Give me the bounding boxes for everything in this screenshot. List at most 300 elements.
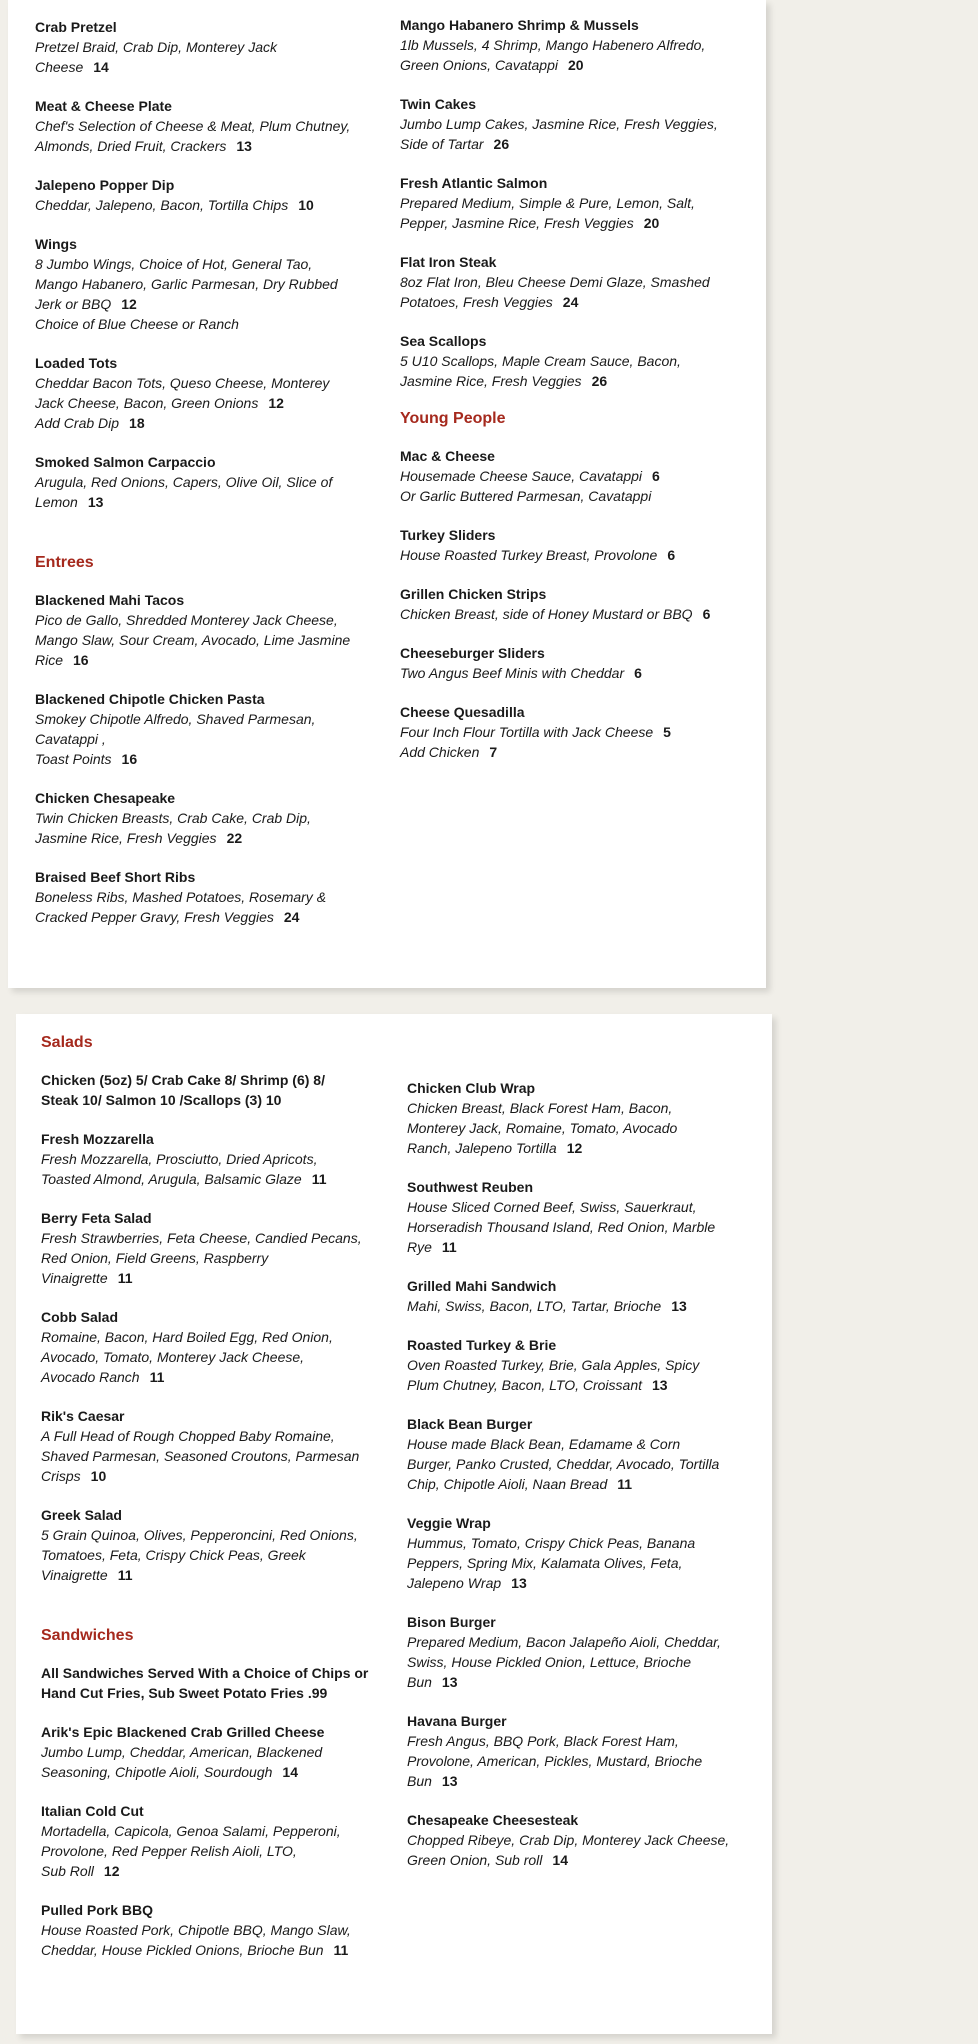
description-line [41,1327,368,1347]
extra-price: 18 [129,415,145,431]
description-line [41,1149,368,1169]
description-text: Red Onion, Field Greens, Raspberry [41,1250,269,1266]
description-text: Cheddar, House Pickled Onions, Brioche Bun [41,1942,324,1958]
description-line [35,116,350,136]
description-text: Lemon [35,494,78,510]
description-text: Seasoning, Chipotle Aioli, Sourdough [41,1764,273,1780]
item-price: 14 [93,59,109,75]
item-description [41,1327,368,1387]
description-text: Almonds, Dried Fruit, Crackers [35,138,227,154]
extra-text: Add Crab Dip [35,415,120,431]
item-name: Turkey Sliders [400,527,496,543]
item-price: 13 [87,494,104,510]
description-line [407,1533,729,1553]
description-text: Romaine, Bacon, Hard Boiled Egg, Red Onion, [41,1329,333,1345]
item-name: Blackened Chipotle Chicken Pasta [35,691,265,707]
description-text: 5 U10 Scallops, Maple Cream Sauce, Bacon, [400,353,681,369]
description-line [407,1118,729,1138]
description-text: Plum Chutney, Bacon, LTO, Croissant [407,1377,642,1393]
menu-item [35,867,350,927]
item-name: Chicken Club Wrap [407,1080,536,1096]
item-price: 13 [441,1674,458,1690]
item-name: Chesapeake Cheesesteak [407,1812,579,1828]
item-price: 11 [117,1270,133,1286]
description-line [400,134,718,154]
description-line [400,371,718,391]
description-line [41,1565,368,1585]
section-note [41,1070,368,1110]
note-line: All Sandwiches Served With a Choice of Chips or [41,1665,369,1681]
description-line [41,1861,368,1881]
menu-item [35,234,350,334]
menu-item [400,94,718,154]
item-name: Mango Habanero Shrimp & Mussels [400,17,639,33]
menu-item [400,15,718,75]
menu-item [41,1801,368,1881]
item-description [41,1525,368,1585]
menu-item [41,1129,368,1189]
item-description [41,1920,368,1960]
item-name: Havana Burger [407,1713,507,1729]
description-line [35,195,350,215]
item-price: 11 [117,1567,133,1583]
description-line [35,472,350,492]
description-line [400,114,718,134]
description-text: Boneless Ribs, Mashed Potatoes, Rosemary & [35,889,327,905]
item-price: 11 [441,1239,457,1255]
description-line [407,1434,729,1454]
description-text: Bun [407,1773,432,1789]
menu-item [35,353,350,433]
item-name: Jalepeno Popper Dip [35,177,175,193]
item-description [407,1434,729,1494]
section-title: Salads [41,1034,93,1051]
description-text: Cheese [35,59,84,75]
menu-item [35,175,350,215]
description-text: Provolone, Red Pepper Relish Aioli, LTO, [41,1843,297,1859]
menu-item [407,1612,729,1692]
menu-item [35,17,350,77]
description-line [407,1296,729,1316]
description-text: Jasmine Rice, Fresh Veggies [35,830,217,846]
description-text: Prepared Medium, Simple & Pure, Lemon, Salt, [400,195,695,211]
description-line [407,1830,729,1850]
menu-item [400,446,718,506]
description-text: Crisps [41,1468,81,1484]
menu-item [41,1505,368,1585]
item-name: Rik's Caesar [41,1408,125,1424]
description-text: Rye [407,1239,432,1255]
description-line [35,254,350,274]
description-text: Fresh Mozzarella, Prosciutto, Dried Apricots, [41,1151,318,1167]
item-name: Bison Burger [407,1614,496,1630]
description-line [41,1347,368,1367]
item-description [407,1355,729,1395]
item-description [35,709,350,769]
extra-price: 7 [489,744,498,760]
note-line: Chicken (5oz) 5/ Crab Cake 8/ Shrimp (6) 8/ [41,1072,325,1088]
item-description [41,1228,368,1288]
menu-item [35,590,350,670]
item-price: 6 [702,606,711,622]
note-line: Hand Cut Fries, Sub Sweet Potato Fries .99 [41,1685,328,1701]
description-line [407,1751,729,1771]
description-text: Chef's Selection of Cheese & Meat, Plum Chutney, [35,118,351,134]
item-price: 6 [652,468,660,484]
description-text: Toasted Almond, Arugula, Balsamic Glaze [41,1171,302,1187]
description-text: Side of Tartar [400,136,484,152]
extra-text: Or Garlic Buttered Parmesan, Cavatappi [400,488,652,504]
description-line [400,351,718,371]
item-name: Meat & Cheese Plate [35,98,172,114]
description-line [35,37,350,57]
description-text: Ranch, Jalepeno Tortilla [407,1140,557,1156]
description-text: Jerk or BBQ [35,296,112,312]
item-name: Roasted Turkey & Brie [407,1337,557,1353]
extra-line [35,314,350,334]
description-text: Fresh Strawberries, Feta Cheese, Candied Pecans, [41,1230,362,1246]
extra-line [35,413,350,433]
menu-item [400,252,718,312]
description-line [35,610,350,630]
description-text: Jumbo Lump Cakes, Jasmine Rice, Fresh Veggies, [400,116,718,132]
description-text: Jalepeno Wrap [407,1575,502,1591]
item-name: Berry Feta Salad [41,1210,152,1226]
description-line [407,1098,729,1118]
description-text: Cavatappi , [35,731,106,747]
description-line [35,136,350,156]
description-line [407,1731,729,1751]
menu-item [400,643,718,683]
description-line [407,1652,729,1672]
description-line [41,1762,368,1782]
description-line [400,213,718,233]
description-text: Burger, Panko Crusted, Cheddar, Avocado, Tortilla [407,1456,720,1472]
item-name: Veggie Wrap [407,1515,491,1531]
description-line [407,1771,729,1791]
menu-item [407,1177,729,1257]
item-description [35,116,350,156]
description-text: Cracked Pepper Gravy, Fresh Veggies [35,909,274,925]
item-description [35,195,350,215]
menu-item [407,1335,729,1395]
item-price: 10 [90,1468,107,1484]
description-text: Swiss, House Pickled Onion, Lettuce, Brioche [407,1654,692,1670]
description-line [41,1545,368,1565]
item-description [407,1731,729,1791]
item-price: 13 [652,1377,668,1393]
item-name: Mac & Cheese [400,448,495,464]
description-text: Jumbo Lump, Cheddar, American, Blackened [41,1744,323,1760]
description-text: Jack Cheese, Bacon, Green Onions [35,395,259,411]
description-line [35,492,350,512]
item-name: Smoked Salmon Carpaccio [35,454,216,470]
description-line [400,292,718,312]
description-line [400,466,718,486]
description-text: Vinaigrette [41,1270,108,1286]
item-description [41,1149,368,1189]
item-description [407,1830,729,1870]
item-price: 6 [667,547,676,563]
description-line [400,722,718,742]
item-description [400,193,718,233]
menu-item [400,525,718,565]
description-text: Tomatoes, Feta, Crispy Chick Peas, Greek [41,1547,306,1563]
item-price: 5 [663,724,671,740]
description-text: Chicken Breast, side of Honey Mustard or BBQ [400,606,693,622]
item-name: Chicken Chesapeake [35,790,176,806]
menu-item [41,1722,368,1782]
item-price: 14 [282,1764,298,1780]
item-name: Crab Pretzel [35,19,117,35]
description-line [407,1217,729,1237]
description-text: Hummus, Tomato, Crispy Chick Peas, Banana [407,1535,696,1551]
item-name: Sea Scallops [400,333,487,349]
description-text: House Roasted Turkey Breast, Provolone [400,547,658,563]
section-note [41,1663,368,1703]
item-price: 11 [149,1369,165,1385]
description-line [35,808,350,828]
description-line [35,650,350,670]
description-line [400,545,718,565]
description-line [35,749,350,769]
item-name: Arik's Epic Blackened Crab Grilled Cheese [41,1724,325,1740]
item-price: 20 [567,57,584,73]
description-text: Two Angus Beef Minis with Cheddar [400,665,625,681]
description-line [41,1466,368,1486]
description-text: Arugula, Red Onions, Capers, Olive Oil, Slice of [35,474,333,490]
description-line [407,1355,729,1375]
description-text: Mortadella, Capicola, Genoa Salami, Pepperoni, [41,1823,341,1839]
description-line [407,1138,729,1158]
description-text: Smokey Chipotle Alfredo, Shaved Parmesan, [35,711,316,727]
description-text: House Sliced Corned Beef, Swiss, Sauerkraut, [407,1199,697,1215]
description-line [407,1237,729,1257]
section-title: Young People [400,410,506,427]
item-price: 24 [283,909,300,925]
description-line [35,887,350,907]
item-description [41,1742,368,1782]
description-line [35,274,350,294]
description-line [41,1821,368,1841]
description-line [407,1375,729,1395]
item-description [407,1197,729,1257]
description-line [35,709,350,729]
item-price: 26 [493,136,510,152]
item-description [400,35,718,75]
extra-text: Add Chicken [400,744,480,760]
description-line [41,1841,368,1861]
description-line [35,729,350,749]
menu-item [35,689,350,769]
menu-item [41,1307,368,1387]
item-name: Flat Iron Steak [400,254,497,270]
menu-item [400,173,718,233]
extra-line [400,486,718,506]
item-price: 13 [441,1773,458,1789]
menu-item [400,702,718,762]
menu-page-2 [16,1014,772,2034]
item-description [400,272,718,312]
item-name: Cheeseburger Sliders [400,645,545,661]
menu-item [35,96,350,156]
description-line [41,1525,368,1545]
description-line [35,393,350,413]
extra-text: Choice of Blue Cheese or Ranch [35,316,239,332]
description-text: House Roasted Pork, Chipotle BBQ, Mango Slaw, [41,1922,351,1938]
description-text: Avocado, Tomato, Monterey Jack Cheese, [41,1349,305,1365]
description-text: Avocado Ranch [41,1369,140,1385]
description-line [400,663,718,683]
item-description [35,254,350,334]
item-name: Blackened Mahi Tacos [35,592,185,608]
item-name: Greek Salad [41,1507,122,1523]
description-text: Jasmine Rice, Fresh Veggies [400,373,582,389]
description-text: Green Onion, Sub roll [407,1852,543,1868]
description-line [41,1742,368,1762]
item-name: Black Bean Burger [407,1416,533,1432]
menu-column-left [35,17,350,946]
description-text: Cheddar, Jalepeno, Bacon, Tortilla Chips [35,197,289,213]
description-line [35,373,350,393]
item-description [400,114,718,154]
item-name: Fresh Mozzarella [41,1131,154,1147]
item-name: Italian Cold Cut [41,1803,144,1819]
description-text: House made Black Bean, Edamame & Corn [407,1436,681,1452]
description-line [41,1426,368,1446]
menu-item [407,1513,729,1593]
description-text: Mahi, Swiss, Bacon, LTO, Tartar, Brioche [407,1298,662,1314]
description-text: Horseradish Thousand Island, Red Onion, Marble [407,1219,716,1235]
description-text: 5 Grain Quinoa, Olives, Pepperoncini, Red Onions, [41,1527,358,1543]
description-line [407,1474,729,1494]
description-line [400,193,718,213]
item-price: 6 [634,665,642,681]
description-line [407,1573,729,1593]
description-text: Cheddar Bacon Tots, Queso Cheese, Monterey [35,375,330,391]
item-description [35,37,350,77]
item-price: 26 [591,373,608,389]
item-price: 11 [333,1942,349,1958]
item-price: 16 [121,751,138,767]
item-description [35,472,350,512]
item-price: 13 [236,138,252,154]
menu-item [400,331,718,391]
item-name: Braised Beef Short Ribs [35,869,196,885]
description-line [407,1553,729,1573]
item-description [35,373,350,433]
description-line [407,1454,729,1474]
menu-item [407,1711,729,1791]
item-name: Pulled Pork BBQ [41,1902,154,1918]
menu-item [407,1276,729,1316]
description-text: Vinaigrette [41,1567,108,1583]
description-text: Chip, Chipotle Aioli, Naan Bread [407,1476,608,1492]
item-description [400,663,718,683]
item-description [400,604,718,624]
item-price: 14 [552,1852,568,1868]
item-description [400,545,718,565]
item-description [35,610,350,670]
item-price: 13 [511,1575,527,1591]
description-text: Toast Points [35,751,112,767]
description-text: Housemade Cheese Sauce, Cavatappi [400,468,643,484]
description-text: Peppers, Spring Mix, Kalamata Olives, Feta, [407,1555,683,1571]
description-text: Provolone, American, Pickles, Mustard, Brioche [407,1753,703,1769]
description-text: 8oz Flat Iron, Bleu Cheese Demi Glaze, Smashed [400,274,710,290]
item-description [407,1533,729,1593]
item-name: Cobb Salad [41,1309,119,1325]
item-name: Wings [35,236,77,252]
item-price: 22 [226,830,243,846]
menu-item [407,1810,729,1870]
item-price: 24 [562,294,579,310]
description-line [41,1920,368,1940]
description-line [41,1367,368,1387]
description-line [41,1940,368,1960]
item-description [407,1098,729,1158]
description-line [35,294,350,314]
description-text: Pepper, Jasmine Rice, Fresh Veggies [400,215,634,231]
item-price: 11 [617,1476,633,1492]
description-text: Mango Slaw, Sour Cream, Avocado, Lime Jasmine [35,632,351,648]
menu-item [407,1078,729,1158]
description-line [35,57,350,77]
description-line [400,35,718,55]
description-line [41,1228,368,1248]
item-name: Cheese Quesadilla [400,704,525,720]
description-text: Bun [407,1674,432,1690]
item-description [407,1632,729,1692]
item-description [35,808,350,848]
item-price: 12 [268,395,284,411]
item-description [41,1821,368,1881]
item-price: 11 [311,1171,327,1187]
description-text: Fresh Angus, BBQ Pork, Black Forest Ham, [407,1733,679,1749]
item-description [41,1426,368,1486]
section-title: Entrees [35,554,94,571]
item-name: Loaded Tots [35,355,118,371]
description-text: Sub Roll [41,1863,94,1879]
item-name: Twin Cakes [400,96,476,112]
item-description [400,351,718,391]
item-name: Grilled Mahi Sandwich [407,1278,557,1294]
description-text: Green Onions, Cavatappi [400,57,558,73]
menu-page-1 [8,0,766,988]
description-line [407,1632,729,1652]
description-text: Twin Chicken Breasts, Crab Cake, Crab Dip, [35,810,311,826]
description-line [35,907,350,927]
description-text: Potatoes, Fresh Veggies [400,294,553,310]
item-price: 10 [298,197,314,213]
description-text: Prepared Medium, Bacon Jalapeño Aioli, Cheddar, [407,1634,721,1650]
description-text: 8 Jumbo Wings, Choice of Hot, General Tao, [35,256,313,272]
description-line [41,1248,368,1268]
description-text: A Full Head of Rough Chopped Baby Romaine, [41,1428,335,1444]
description-text: Rice [35,652,64,668]
description-text: Mango Habanero, Garlic Parmesan, Dry Rubbed [35,276,338,292]
item-price: 12 [566,1140,583,1156]
item-name: Grillen Chicken Strips [400,586,547,602]
description-text: Chopped Ribeye, Crab Dip, Monterey Jack Cheese, [407,1832,730,1848]
description-text: Monterey Jack, Romaine, Tomato, Avocado [407,1120,678,1136]
menu-column-left [41,1034,368,1979]
description-text: Pico de Gallo, Shredded Monterey Jack Cheese, [35,612,338,628]
menu-item [407,1414,729,1494]
extra-line [400,742,718,762]
menu-item [35,788,350,848]
description-line [400,604,718,624]
